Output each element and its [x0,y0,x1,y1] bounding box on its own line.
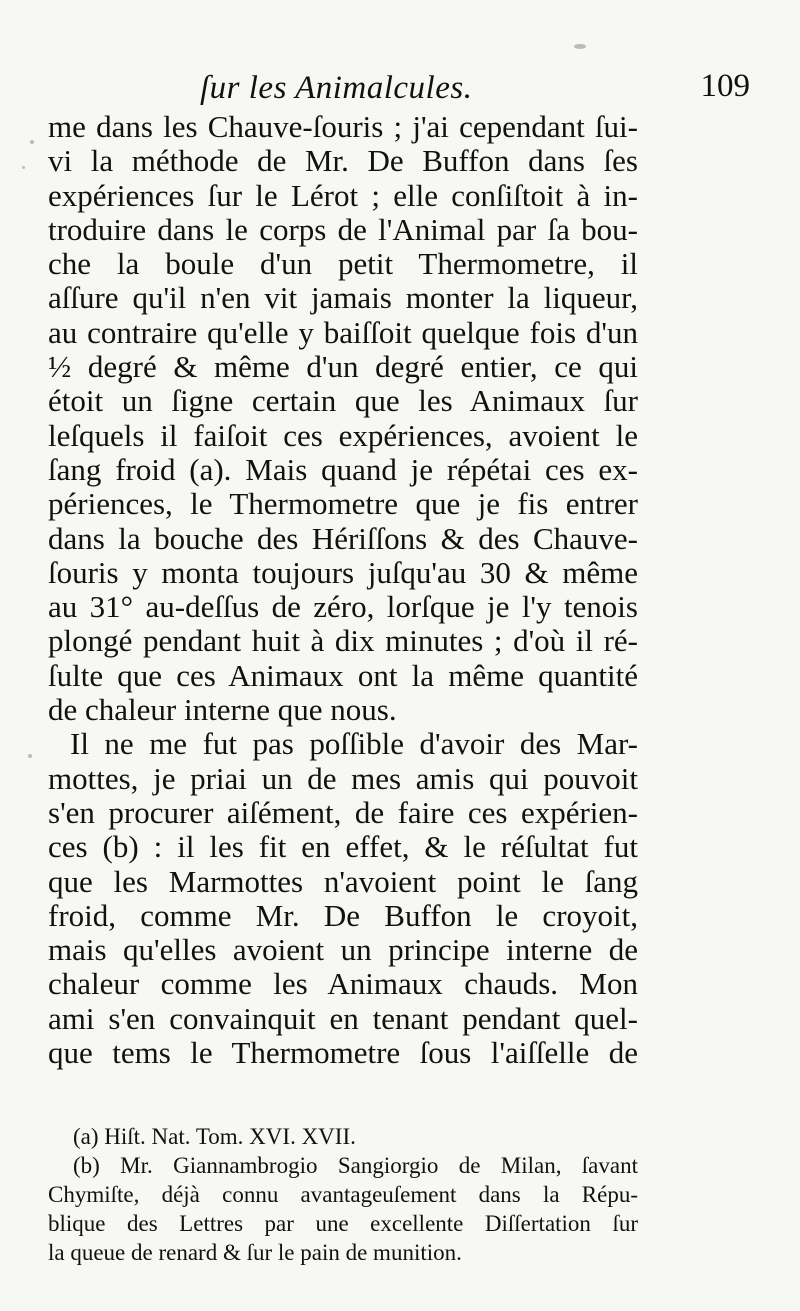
ink-speck [574,44,586,49]
footnotes [48,1122,638,1267]
page-number: 109 [700,68,750,104]
text-line: froid, comme Mr. De Buffon le croyoit, [48,897,638,933]
text-line: leſquels il faiſoit ces expériences, avoient le [48,417,638,453]
text-line: mottes, je priai un de mes amis qui pouvoit [48,760,638,796]
text-line: expériences ſur le Lérot ; elle conſiſtoit à in- [48,177,638,213]
text-line: vi la méthode de Mr. De Buffon dans ſes [48,143,638,179]
text-line: aſſure qu'il n'en vit jamais monter la liqueur, [48,280,638,316]
text-line: ami s'en convainquit en tenant pendant quel- [48,1000,638,1036]
text-line: au 31° au-deſſus de zéro, lorſque je l'y tenois [48,589,638,625]
text-line: de chaleur interne que nous. [48,692,397,728]
running-title: ſur les Animalcules. [200,70,473,106]
page-header [50,64,760,104]
footnote-b-line: Chymiſte, déjà connu avantageuſement dans la Répu- [48,1182,638,1207]
footnote-a: (a) Hiſt. Nat. Tom. XVI. XVII. [73,1124,356,1149]
text-line: étoit un ſigne certain que les Animaux ſur [48,383,638,419]
text-line: ſouris y monta toujours juſqu'au 30 & même [48,554,638,590]
text-line: ces (b) : il les fit en effet, & le réſultat fut [48,829,638,865]
text-line: que les Marmottes n'avoient point le ſang [48,863,638,899]
text-line: mais qu'elles avoient un principe interne de [48,932,638,968]
ink-speck [22,166,25,169]
text-line: que tems le Thermometre ſous l'aiſſelle de [48,1035,638,1071]
text-line: ſulte que ces Animaux ont la même quantité [48,657,638,693]
text-line: dans la bouche des Hériſſons & des Chauve- [48,520,638,556]
footnote-b-line: blique des Lettres par une excellente Diſſertation ſur [48,1211,638,1236]
text-line: au contraire qu'elle y baiſſoit quelque fois d'un [48,314,638,350]
text-line: chaleur comme les Animaux chauds. Mon [48,966,638,1002]
text-line: troduire dans le corps de l'Animal par ſa bou- [48,211,638,247]
ink-speck [30,140,34,144]
text-line: che la boule d'un petit Thermometre, il [48,246,638,282]
footnote-b: (b) Mr. Giannambrogio Sangiorgio de Milan, ſavant [73,1153,638,1178]
text-line: Il ne me fut pas poſſible d'avoir des Mar- [70,726,638,762]
footnote-b-line: la queue de renard & ſur le pain de munition. [48,1240,462,1265]
main-text [48,110,638,1070]
text-line: s'en procurer aiſément, de faire ces expérien- [48,794,638,830]
text-line: plongé pendant huit à dix minutes ; d'où il ré- [48,623,638,659]
text-line: ſang froid (a). Mais quand je répétai ces ex- [48,451,638,487]
text-line: périences, le Thermometre que je fis entrer [48,486,638,522]
ink-speck [28,754,32,758]
text-line: me dans les Chauve-ſouris ; j'ai cependant ſui- [48,109,638,144]
text-line: ½ degré & même d'un degré entier, ce qui [48,349,638,385]
